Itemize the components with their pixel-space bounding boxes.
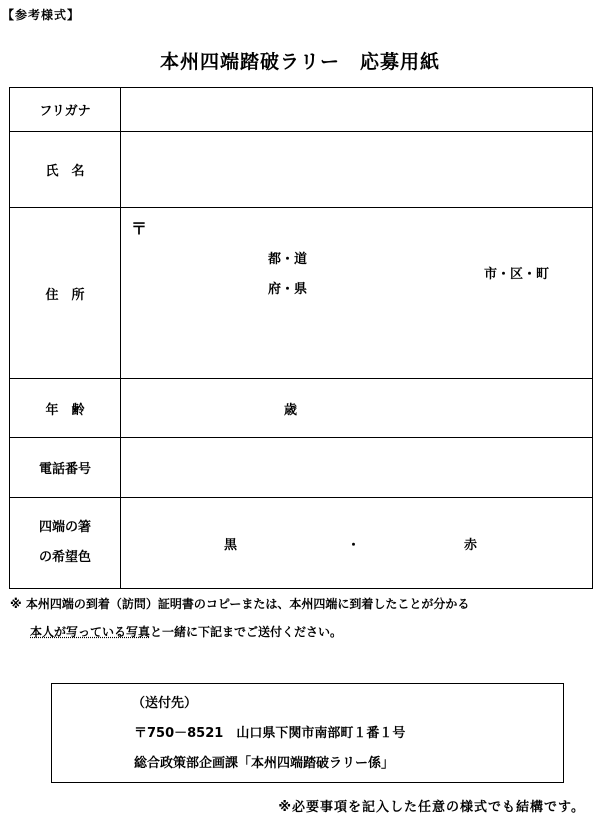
chopsticks-label-line2: の希望色 [38, 550, 91, 565]
address-row [10, 208, 593, 379]
name-label: 氏 名 [10, 132, 121, 208]
mailing-address-box [51, 683, 564, 783]
age-label: 年 齢 [10, 379, 121, 438]
address-label: 住 所 [10, 208, 121, 379]
address-line1: 〒750－8521 山口県下関市南部町１番１号 [134, 726, 406, 741]
submission-note [10, 590, 600, 646]
furigana-label: フリガナ [10, 88, 121, 132]
chopsticks-color-cell [121, 498, 593, 589]
name-input-cell[interactable] [121, 132, 593, 208]
chopsticks-color-label [10, 498, 121, 589]
note-line2-text: と一緒に下記までご送付ください。 [150, 625, 343, 639]
address-heading: （送付先） [132, 696, 198, 711]
prefecture-label-top: 都・道 [268, 252, 308, 267]
note-underlined-text: 本人が写っている写真 [30, 625, 151, 639]
age-row [10, 379, 593, 438]
note-line1 [10, 590, 600, 618]
phone-input-cell[interactable] [121, 438, 593, 498]
age-unit: 歳 [284, 403, 298, 418]
address-line2: 総合政策部企画課「本州四端踏破ラリー係」 [134, 756, 395, 771]
color-option-black[interactable]: 黒 [224, 538, 238, 553]
page-title: 本州四端踏破ラリー 応募用紙 [159, 51, 440, 73]
phone-row [10, 438, 593, 498]
age-input-cell[interactable] [121, 379, 593, 438]
color-separator: ・ [347, 538, 361, 553]
chopsticks-label-line1: 四端の箸 [38, 520, 91, 535]
phone-label: 電話番号 [10, 438, 121, 498]
prefecture-label-bottom: 府・県 [268, 282, 308, 297]
city-label: 市・区・町 [484, 267, 550, 282]
chopsticks-color-row [10, 498, 593, 589]
reference-format-label: 【参考様式】 [2, 8, 81, 22]
furigana-row [10, 88, 593, 132]
application-form-table [9, 87, 593, 589]
name-row [10, 132, 593, 208]
note-mark: ※ [10, 597, 22, 611]
color-option-red[interactable]: 赤 [464, 538, 478, 553]
postal-mark: 〒 [131, 219, 148, 238]
note-line1-text: 本州四端の到着（訪問）証明書のコピーまたは、本州四端に到着したことが分かる [25, 597, 470, 611]
note-line2 [10, 618, 600, 646]
footer-note: ※必要事項を記入した任意の様式でも結構です。 [278, 800, 585, 815]
address-input-cell[interactable] [121, 208, 593, 379]
furigana-input-cell[interactable] [121, 88, 593, 132]
